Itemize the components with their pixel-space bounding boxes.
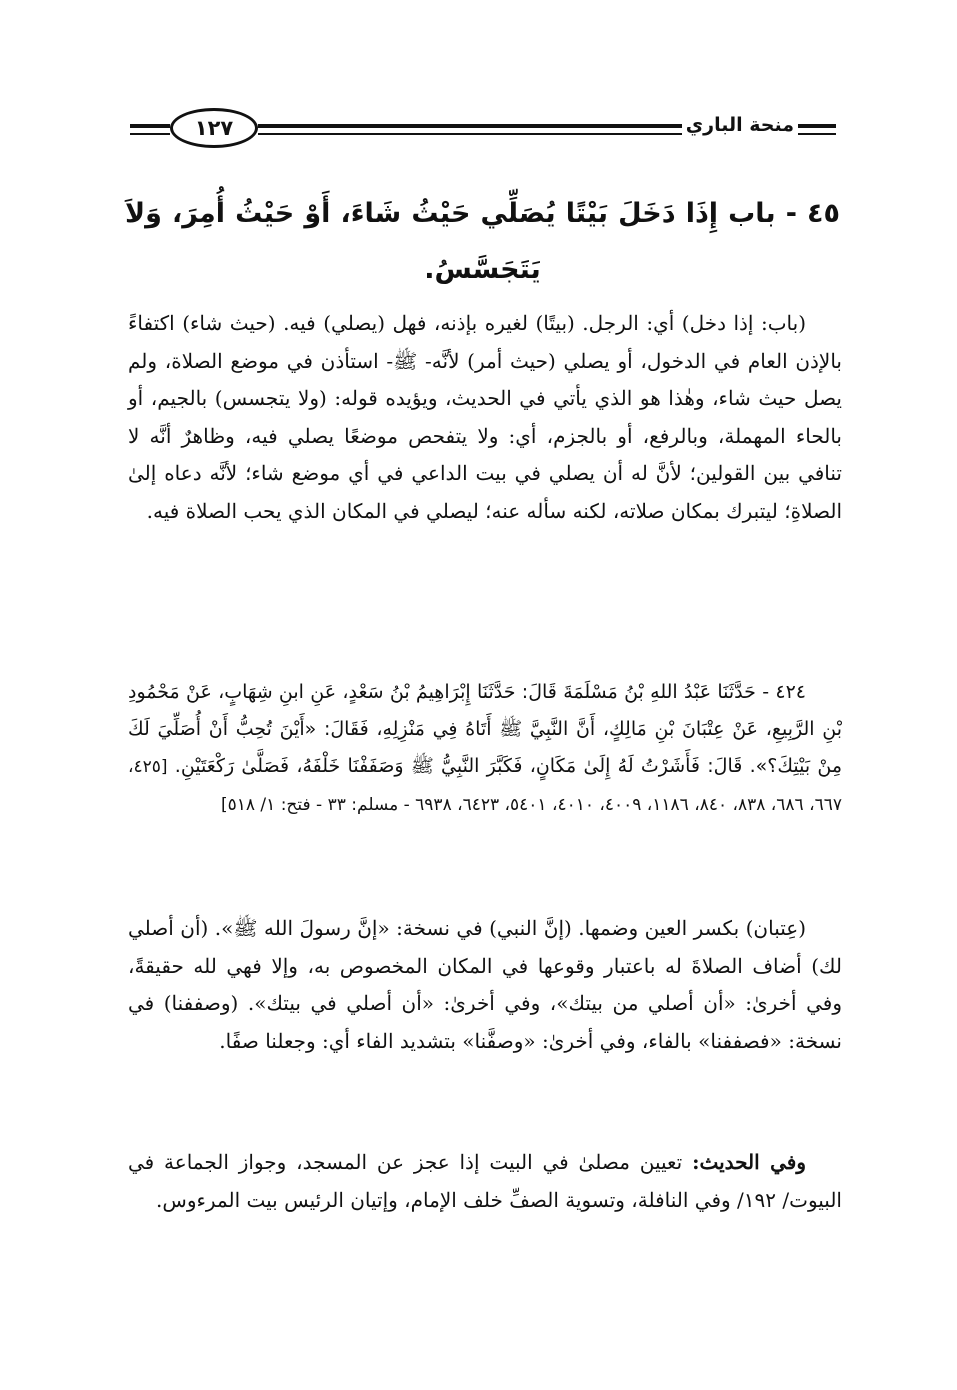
header-rule	[258, 133, 746, 135]
page-header	[130, 108, 836, 156]
header-rule	[130, 124, 170, 128]
commentary-paragraph	[128, 305, 842, 530]
page-number: ١٢٧	[170, 108, 258, 148]
benefits-label: وفي الحديث:	[692, 1150, 807, 1174]
chapter-heading	[125, 186, 840, 298]
hadith-paragraph	[128, 674, 842, 824]
chapter-heading-line-1: ٤٥ - باب إِذَا دَخَلَ بَيْتًا يُصَلِّي حَيْثُ شَاءَ، أَوْ حَيْثُ أُمِرَ، وَلاَ	[125, 198, 840, 229]
commentary-text: (عِتبان) بكسر العين وضمها. (إنَّ النبي) في نسخة: «إنَّ رسولَ الله ﷺ». (أن أصلي لك) أضاف الصلاةَ له باعتبار وقوعها في المكان المخصوص به، وإلا فهي لله حقيقةً، وفي أخرىٰ: «أن أصلي من بيتك»، وفي أخرىٰ: «أن أصلي في بيتك». (وصففنا) في نسخة: «فصففنا» بالفاء، وفي أخرىٰ: «وصفَّنا» بتشديد الفاء أي: وجعلنا صفًا.	[128, 916, 842, 1053]
header-rule	[794, 133, 836, 135]
hadith-references: [٤٢٥، ٦٦٧، ٦٨٦، ٨٣٨، ٨٤٠، ١١٨٦، ٤٠٠٩، ٤٠١٠، ٥٤٠١، ٦٤٢٣، ٦٩٣٨ - مسلم: ٣٣ - فتح: ١/ ٥١٨]	[128, 757, 842, 815]
running-title: منحة الباري	[682, 114, 798, 136]
header-rule	[794, 124, 836, 128]
commentary-paragraph	[128, 910, 842, 1060]
running-title-box	[685, 108, 794, 148]
header-rule	[130, 133, 170, 135]
commentary-text: (باب: إذا دخل) أي: الرجل. (بيتًا) لغيره بإذنه، فهل (يصلي) فيه. (حيث شاء) اكتفاءً بالإذن العام في الدخول، أو يصلي (حيث أمر) لأنَّه- ﷺ- استأذن في موضع الصلاة، ولم يصل حيث شاء، وهٰذا هو الذي يأتي في الحديث، ويؤيده قوله: (ولا يتجسس) بالجيم، أو بالحاء المهملة، وبالرفع، أو بالجزم، أي: ولا يتفحص موضعًا يصلي فيه، وظاهرٌ أنَّه لا تنافي بين القولين؛ لأنَّ له أن يصلي في بيت الداعي في أي موضع شاء؛ لأنَّه دعاه إلىٰ الصلاةِ؛ ليتبرك بمكان صلاته، لكنه سأله عنه؛ ليصلي في المكان الذي يحب الصلاة فيه.	[128, 311, 842, 523]
benefits-text: تعيين مصلىٰ في البيت إذا عجز عن المسجد، وجواز الجماعة في البيوت/ ١٩٢/ وفي النافلة، وتسوية الصفِّ خلف الإمام، وإتيان الرئيس بيت المرءوس.	[128, 1150, 842, 1212]
header-rule	[258, 124, 746, 128]
benefits-paragraph	[128, 1144, 842, 1219]
chapter-heading-line-2: يَتَجَسَّسُ.	[424, 254, 541, 285]
hadith-text: ٤٢٤ - حَدَّثَنَا عَبْدُ اللهِ بْنُ مَسْلَمَةَ قَالَ: حَدَّثَنَا إِبْرَاهِيمُ بْنُ سَعْدٍ، عَنِ ابنِ شِهَابٍ، عَنْ مَحْمُودِ بْنِ الرَّبِيعِ، عَنْ عِتْبَانَ بْنِ مَالِكٍ، أَنَّ النَّبِيَّ ﷺ أَتَاهُ فِي مَنْزِلِهِ، فَقَالَ: «أَيْنَ تُحِبُّ أَنْ أُصَلِّيَ لَكَ مِنْ بَيْتِكَ؟». قَالَ: فَأَشَرْتُ لَهُ إِلَىٰ مَكَانٍ، فَكَبَّرَ النَّبِيُّ ﷺ وَصَفَفْنَا خَلْفَهُ، فَصَلَّىٰ رَكْعَتَيْنِ.	[128, 681, 842, 777]
